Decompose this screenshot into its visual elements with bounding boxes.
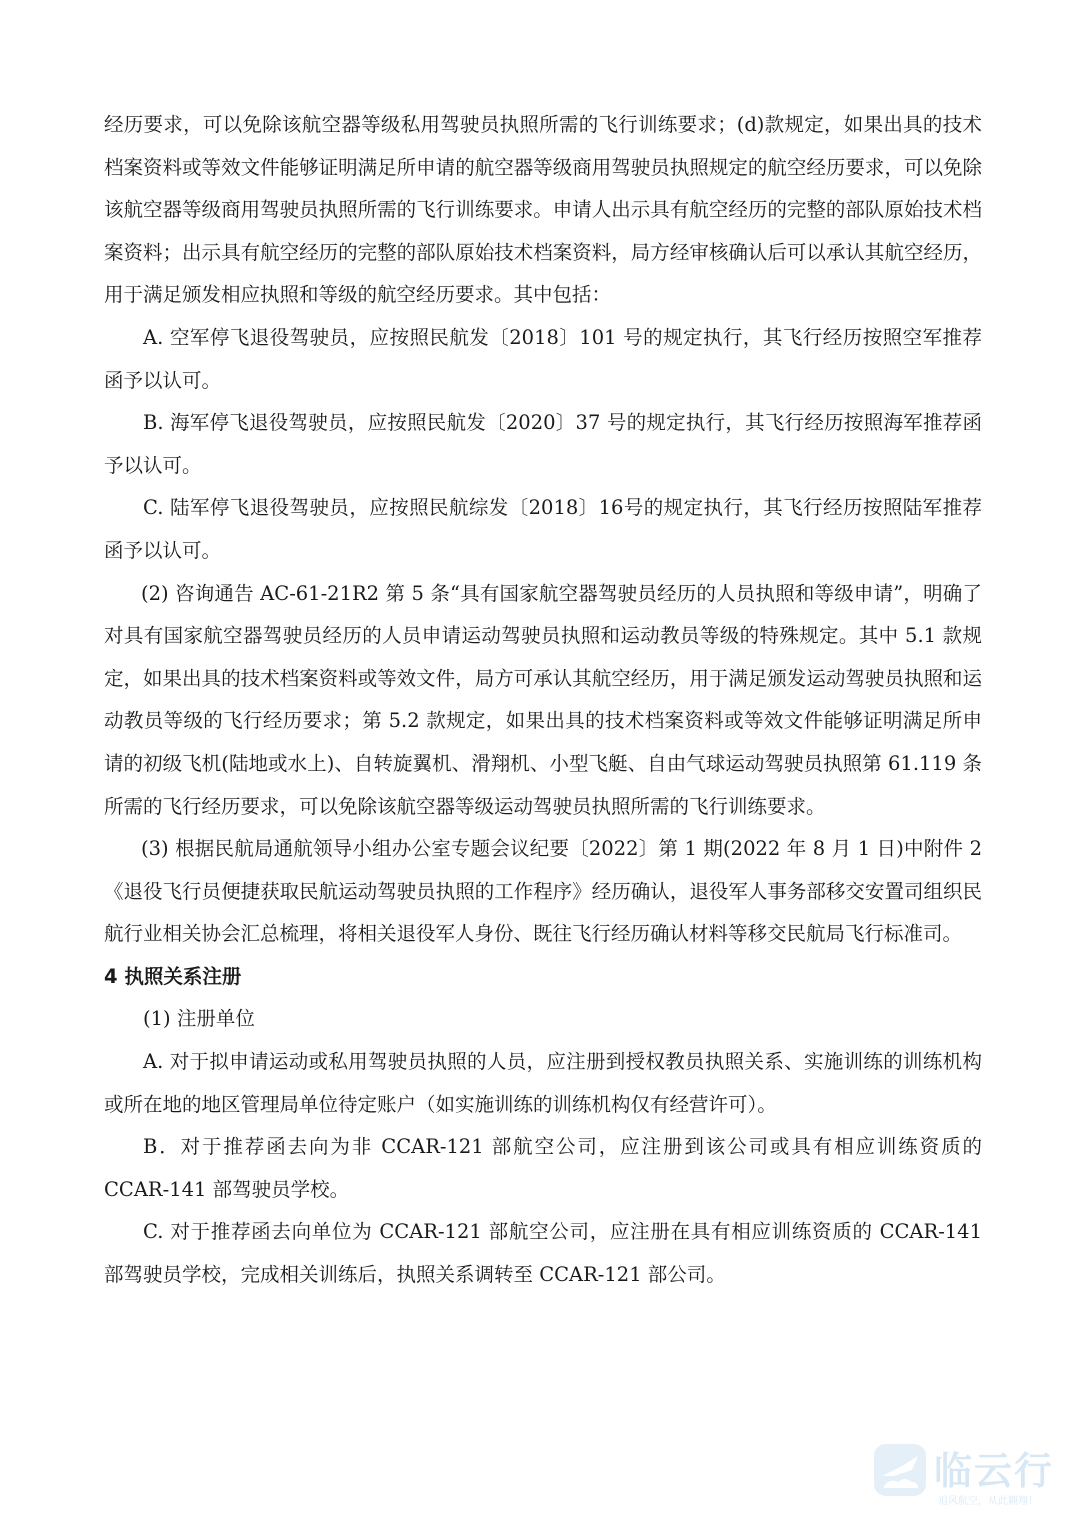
paragraph-register-b: B．对于推荐函去向为非 CCAR-121 部航空公司，应注册到该公司或具有相应训练资质的 CCAR-141 部驾驶员学校。 (104, 1135, 982, 1201)
section-heading: 4 执照关系注册 (104, 964, 242, 988)
plane-cloud-icon (872, 1442, 928, 1498)
paragraph-continuation: 经历要求，可以免除该航空器等级私用驾驶员执照所需的飞行训练要求；(d)款规定，如果出具的技术档案资料或等效文件能够证明满足所申请的航空器等级商用驾驶员执照规定的航空经历要求，可以免除该航空器等级商用驾驶员执照所需的飞行训练要求。申请人出示具有航空经历的完整的部队原始技术档案资料；出示具有航空经历的完整的部队原始技术档案资料，局方经审核确认后可以承认其航空经历，用于满足颁发相应执照和等级的航空经历要求。其中包括： (104, 113, 982, 307)
paragraph-register-c: C. 对于推荐函去向单位为 CCAR-121 部航空公司，应注册在具有相应训练资质的 CCAR-141 部驾驶员学校，完成相关训练后，执照关系调转至 CCAR-121 部公司。 (104, 1220, 982, 1287)
paragraph-item-2: (2) 咨询通告 AC-61-21R2 第 5 条“具有国家航空器驾驶员经历的人员执照和等级申请”，明确了对具有国家航空器驾驶员经历的人员申请运动驾驶员执照和运动教员等级的特殊规定。其中 5.1 款规定，如果出具的技术档案资料或等效文件，局方可承认其航空经历，用于满足颁发运动驾驶员执照和运动教员等级的飞行经历要求；第 5.2 款规定，如果出具的技术档案资料或等效文件能够证明满足所申请的初级飞机(陆地或水上)、自转旋翼机、滑翔机、小型飞艇、自由气球运动驾驶员执照第 61.119 条所需的飞行经历要求，可以免除该航空器等级运动驾驶员执照所需的飞行训练要求。 (104, 581, 982, 818)
paragraph-item-b: B. 海军停飞退役驾驶员，应按照民航发〔2020〕37 号的规定执行，其飞行经历按照海军推荐函予以认可。 (104, 411, 982, 477)
subsection-heading: (1) 注册单位 (143, 1007, 255, 1031)
paragraph-item-c: C. 陆军停飞退役驾驶员，应按照民航综发〔2018〕16号的规定执行，其飞行经历按照陆军推荐函予以认可。 (104, 496, 982, 562)
paragraph-item-a: A. 空军停飞退役驾驶员，应按照民航发〔2018〕101 号的规定执行，其飞行经历按照空军推荐函予以认可。 (104, 325, 982, 392)
paragraph-register-a: A. 对于拟申请运动或私用驾驶员执照的人员，应注册到授权教员执照关系、实施训练的训练机构或所在地的地区管理局单位待定账户（如实施训练的训练机构仅有经营许可）。 (104, 1050, 982, 1116)
document-body (104, 104, 982, 1297)
watermark (872, 1440, 1062, 1512)
watermark-slogan: 追风航空，从此翱翔！ (938, 1496, 1038, 1507)
paragraph-item-3: (3) 根据民航局通航领导小组办公室专题会议纪要〔2022〕第 1 期(2022 年 8 月 1 日)中附件 2《退役飞行员便捷获取民航运动驾驶员执照的工作程序》经历确认，退役军人事务部移交安置司组织民航行业相关协会汇总梳理，将相关退役军人身份、既往飞行经历确认材料等移交民航局飞行标准司。 (104, 837, 982, 946)
watermark-brand: 临云行 (934, 1449, 1055, 1493)
